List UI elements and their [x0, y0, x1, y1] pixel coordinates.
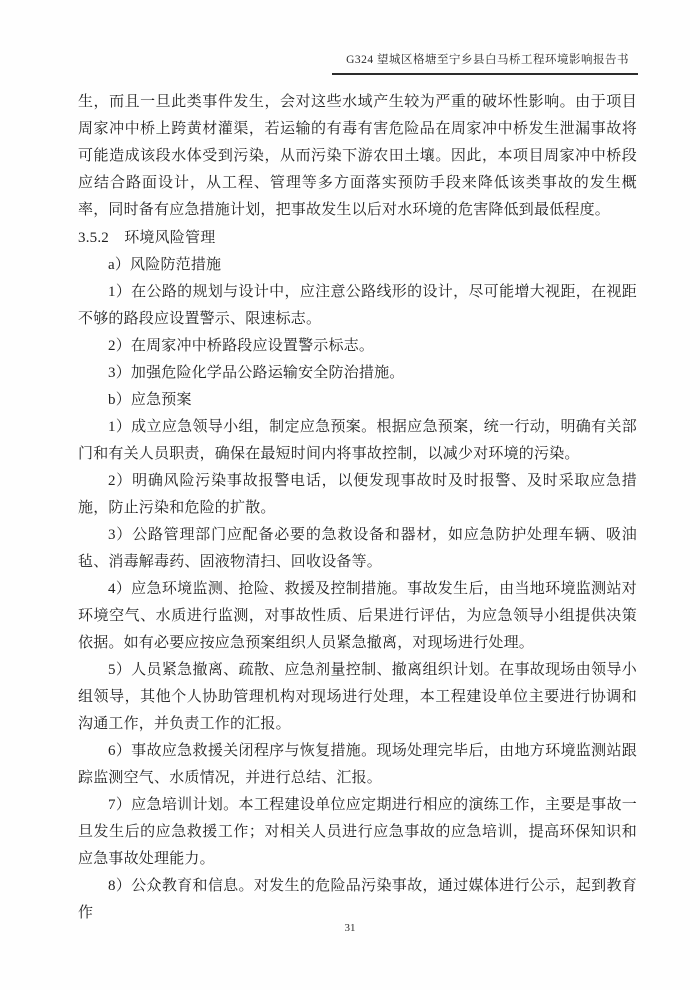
- item-b1: 1）成立应急领导小组，制定应急预案。根据应急预案，统一行动，明确有关部门和有关人员职责，确保在最短时间内将事故控制，以减少对环境的污染。: [78, 419, 637, 462]
- item-b3: 3）公路管理部门应配备必要的急救设备和器材，如应急防护处理车辆、吸油毡、消毒解毒药、固液物清扫、回收设备等。: [78, 527, 637, 570]
- item-b-heading: b）应急预案: [108, 392, 192, 408]
- item-a2: 2）在周家冲中桥路段应设置警示标志。: [108, 338, 375, 354]
- item-b2: 2）明确风险污染事故报警电话，以便发现事故时及时报警、及时采取应急措施，防止污染和危险的扩散。: [78, 473, 637, 516]
- page-number: 31: [344, 922, 356, 934]
- item-b6: 6）事故应急救援关闭程序与恢复措施。现场处理完毕后，由地方环境监测站跟踪监测空气、水质情况，并进行总结、汇报。: [78, 743, 637, 786]
- item-b7: 7）应急培训计划。本工程建设单位应定期进行相应的演练工作，主要是事故一旦发生后的应急救援工作；对相关人员进行应急事故的应急培训，提高环保知识和应急事故处理能力。: [78, 797, 637, 867]
- item-b4: 4）应急环境监测、抢险、救援及控制措施。事故发生后，由当地环境监测站对环境空气、水质进行监测，对事故性质、后果进行评估，为应急领导小组提供决策依据。如有必要应按应急预案组织人员紧急撤离，对现场进行处理。: [78, 581, 637, 651]
- page-header-title: G324 望城区格塘至宁乡县白马桥工程环境影响报告书: [332, 52, 638, 75]
- item-b5: 5）人员紧急撤离、疏散、应急剂量控制、撤离组织计划。在事故现场由领导小组领导，其他个人协助管理机构对现场进行处理，本工程建设单位主要进行协调和沟通工作，并负责工作的汇报。: [78, 662, 637, 732]
- item-a3: 3）加强危险化学品公路运输安全防治措施。: [108, 365, 405, 381]
- paragraph-continuation: 生，而且一旦此类事件发生，会对这些水域产生较为严重的破坏性影响。由于项目周家冲中桥上跨黄材灌渠，若运输的有毒有害危险品在周家冲中桥发生泄漏事故将可能造成该段水体受到污染，从而污染下游农田土壤。因此，本项目周家冲中桥段应结合路面设计，从工程、管理等多方面落实预防手段来降低该类事故的发生概率，同时备有应急措施计划，把事故发生以后对水环境的危害降低到最低程度。: [78, 94, 637, 218]
- item-a-heading: a）风险防范措施: [108, 257, 222, 273]
- section-heading: 3.5.2 环境风险管理: [78, 230, 216, 246]
- item-a1: 1）在公路的规划与设计中，应注意公路线形的设计，尽可能增大视距，在视距不够的路段应设置警示、限速标志。: [78, 284, 637, 327]
- document-body: [78, 89, 637, 927]
- item-b8: 8）公众教育和信息。对发生的危险品污染事故，通过媒体进行公示，起到教育作: [78, 878, 637, 921]
